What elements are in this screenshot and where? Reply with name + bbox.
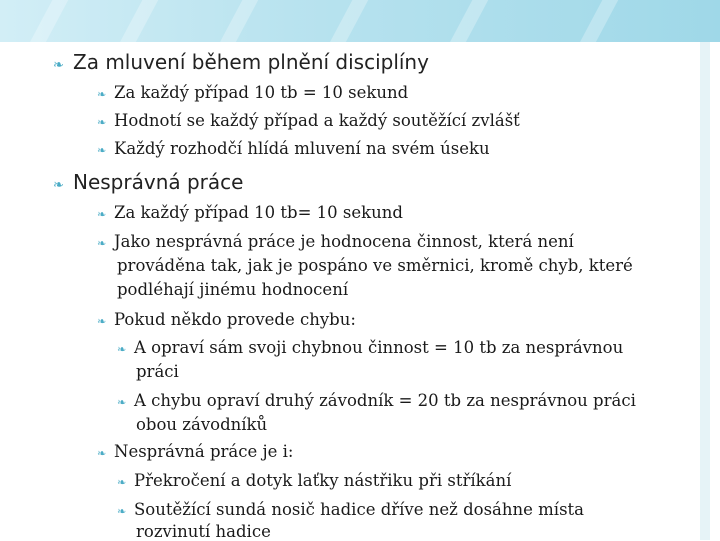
- bullet-item: [53, 50, 429, 74]
- bullet-text: Pokud někdo provede chybu:: [114, 310, 356, 329]
- arrow-bullet-icon: ❧: [97, 144, 107, 157]
- arrow-bullet-icon: ❧: [97, 208, 107, 221]
- bullet-text-continued: obou závodníků: [136, 415, 268, 434]
- arrow-bullet-icon: ❧: [117, 476, 127, 489]
- bullet-item: [97, 111, 520, 130]
- arrow-bullet-icon: ❧: [53, 178, 64, 193]
- arrow-bullet-icon: ❧: [97, 88, 107, 101]
- bullet-item: [117, 338, 623, 357]
- bullet-text: Za každý případ 10 tb = 10 sekund: [114, 83, 409, 102]
- bullet-text: Jako nesprávná práce je hodnocena činnost, která není: [114, 232, 574, 251]
- bullet-text: Za každý případ 10 tb= 10 sekund: [114, 203, 403, 222]
- arrow-bullet-icon: ❧: [117, 505, 127, 518]
- bullet-item: [117, 500, 584, 519]
- arrow-bullet-icon: ❧: [117, 396, 127, 409]
- arrow-bullet-icon: ❧: [117, 343, 127, 356]
- bullet-item: [97, 442, 294, 461]
- bullet-text-continued: prováděna tak, jak je pospáno ve směrnici, kromě chyb, které: [117, 256, 633, 275]
- bullet-text-continued: rozvinutí hadice: [136, 522, 271, 541]
- bullet-item: [97, 310, 356, 329]
- bullet-item: [97, 139, 490, 158]
- bullet-text: Nesprávná práce je i:: [114, 442, 294, 461]
- bullet-text: Překročení a dotyk laťky nástřiku při stříkání: [134, 471, 512, 490]
- bullet-text: Nesprávná práce: [73, 170, 244, 194]
- bullet-text-continued: práci: [136, 362, 179, 381]
- bullet-item: [97, 83, 408, 102]
- bullet-text: Za mluvení během plnění disciplíny: [73, 50, 429, 74]
- arrow-bullet-icon: ❧: [97, 237, 107, 250]
- bullet-text: Soutěžící sundá nosič hadice dříve než dosáhne místa: [134, 500, 585, 519]
- bullet-item: [97, 232, 574, 251]
- bullet-text: Hodnotí se každý případ a každý soutěžící zvlášť: [114, 111, 520, 130]
- arrow-bullet-icon: ❧: [97, 315, 107, 328]
- bullet-item: [53, 170, 243, 194]
- bullet-item: [117, 391, 636, 410]
- arrow-bullet-icon: ❧: [97, 447, 107, 460]
- header-band: [0, 0, 720, 42]
- bullet-text: A chybu opraví druhý závodník = 20 tb za nesprávnou práci: [134, 391, 636, 410]
- bullet-text-continued: podléhají jinému hodnocení: [117, 280, 349, 299]
- bullet-text: Každý rozhodčí hlídá mluvení na svém úseku: [114, 139, 490, 158]
- arrow-bullet-icon: ❧: [97, 116, 107, 129]
- bullet-item: [97, 203, 403, 222]
- arrow-bullet-icon: ❧: [53, 58, 64, 73]
- bullet-item: [117, 471, 511, 490]
- bullet-text: A opraví sám svoji chybnou činnost = 10 tb za nesprávnou: [134, 338, 624, 357]
